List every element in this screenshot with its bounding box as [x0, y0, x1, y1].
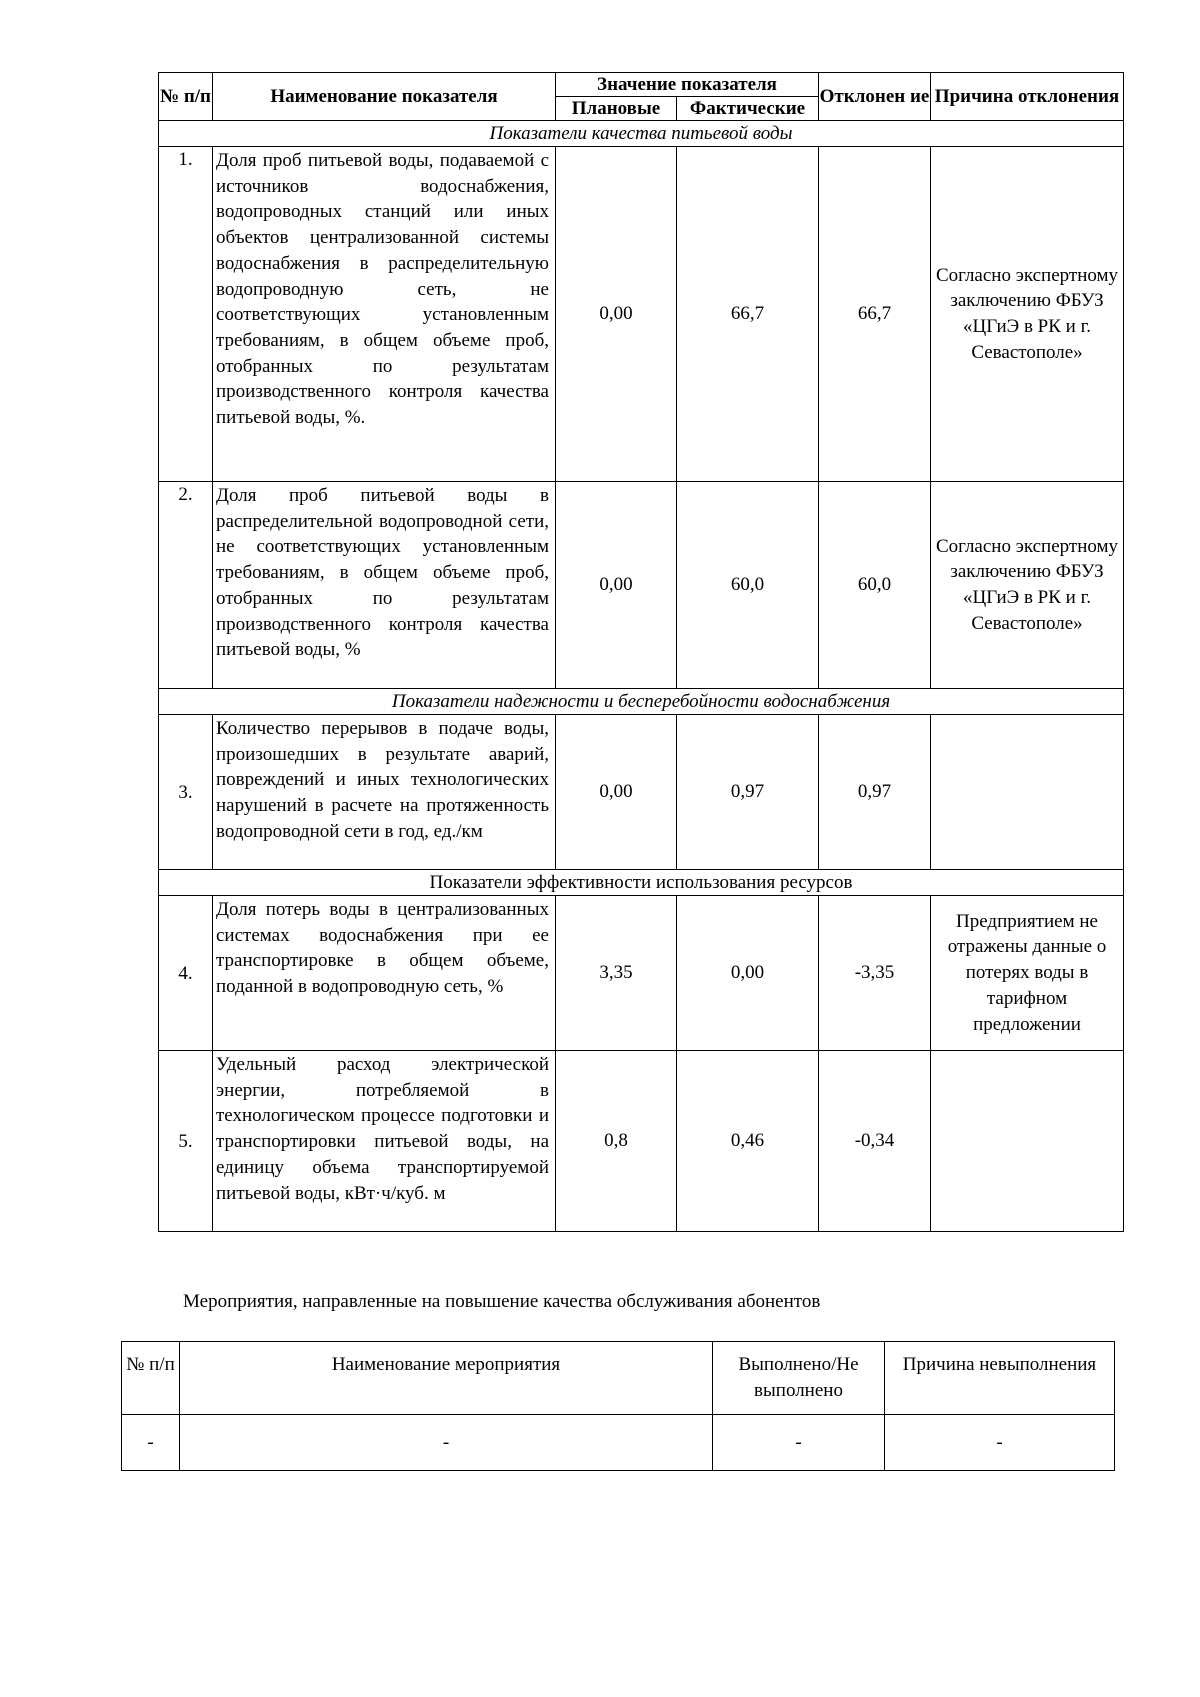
row-reason: Согласно экспертному заключению ФБУЗ «ЦГиЭ в РК и г. Севастополе» [931, 147, 1124, 482]
row-reason [931, 715, 1124, 870]
row-num: 5. [159, 1051, 213, 1232]
section-title: Показатели эффективности использования ресурсов [159, 870, 1124, 896]
row-deviation: 0,97 [819, 715, 931, 870]
section-row [159, 121, 1124, 147]
row-planned: 3,35 [556, 896, 677, 1051]
section-row [159, 870, 1124, 896]
row-status: - [713, 1415, 885, 1471]
row-deviation: -0,34 [819, 1051, 931, 1232]
table-row [122, 1415, 1115, 1471]
row-event-name: - [180, 1415, 713, 1471]
row-actual: 0,46 [677, 1051, 819, 1232]
header-num: № п/п [159, 73, 213, 121]
row-actual: 66,7 [677, 147, 819, 482]
row-reason: Предприятием не отражены данные о потерях воды в тарифном предложении [931, 896, 1124, 1051]
row-name: Доля потерь воды в централизованных системах водоснабжения при ее транспортировке в общем объеме, поданной в водопроводную сеть, % [213, 896, 556, 1051]
indicators-table [158, 72, 1124, 1232]
table-row [159, 896, 1124, 1051]
row-planned: 0,00 [556, 715, 677, 870]
header-actual: Фактические [677, 97, 819, 121]
row-deviation: 66,7 [819, 147, 931, 482]
events-table [121, 1341, 1115, 1471]
header-planned: Плановые [556, 97, 677, 121]
section-title: Показатели надежности и бесперебойности водоснабжения [159, 689, 1124, 715]
row-reason [931, 1051, 1124, 1232]
row-nonfulfillment-reason: - [885, 1415, 1115, 1471]
row-num: 1. [159, 147, 213, 482]
header-num: № п/п [122, 1342, 180, 1415]
row-deviation: 60,0 [819, 482, 931, 689]
header-status: Выполнено/Не выполнено [713, 1342, 885, 1415]
row-num: - [122, 1415, 180, 1471]
row-actual: 60,0 [677, 482, 819, 689]
table-row [159, 147, 1124, 482]
events-caption: Мероприятия, направленные на повышение качества обслуживания абонентов [183, 1291, 821, 1312]
table-row [159, 1051, 1124, 1232]
row-planned: 0,00 [556, 147, 677, 482]
row-deviation: -3,35 [819, 896, 931, 1051]
row-name: Удельный расход электрической энергии, потребляемой в технологическом процессе подготовки и транспортировки питьевой воды, на единицу объема транспортируемой питьевой воды, кВт·ч/куб. м [213, 1051, 556, 1232]
header-event-name: Наименование мероприятия [180, 1342, 713, 1415]
row-planned: 0,8 [556, 1051, 677, 1232]
table-row [159, 482, 1124, 689]
section-row [159, 689, 1124, 715]
row-planned: 0,00 [556, 482, 677, 689]
row-num: 2. [159, 482, 213, 689]
header-name: Наименование показателя [213, 73, 556, 121]
row-actual: 0,00 [677, 896, 819, 1051]
row-num: 3. [159, 715, 213, 870]
header-nonfulfillment-reason: Причина невыполнения [885, 1342, 1115, 1415]
row-name: Доля проб питьевой воды, подаваемой с источников водоснабжения, водопроводных станций или иных объектов централизованной системы водоснабжения в распределительную водопроводную сеть, не соответствующих установленным требованиям, в общем объеме проб, отобранных по результатам производственного контроля качества питьевой воды, %. [213, 147, 556, 482]
row-actual: 0,97 [677, 715, 819, 870]
table-row [159, 715, 1124, 870]
row-reason: Согласно экспертному заключению ФБУЗ «ЦГиЭ в РК и г. Севастополе» [931, 482, 1124, 689]
header-reason: Причина отклонения [931, 73, 1124, 121]
row-name: Количество перерывов в подаче воды, произошедших в результате аварий, повреждений и иных технологических нарушений в расчете на протяженность водопроводной сети в год, ед./км [213, 715, 556, 870]
section-title: Показатели качества питьевой воды [159, 121, 1124, 147]
row-num: 4. [159, 896, 213, 1051]
header-deviation: Отклонен ие [819, 73, 931, 121]
row-name: Доля проб питьевой воды в распределительной водопроводной сети, не соответствующих установленным требованиям, в общем объеме проб, отобранных по результатам производственного контроля качества питьевой воды, % [213, 482, 556, 689]
header-value-group: Значение показателя [556, 73, 819, 97]
